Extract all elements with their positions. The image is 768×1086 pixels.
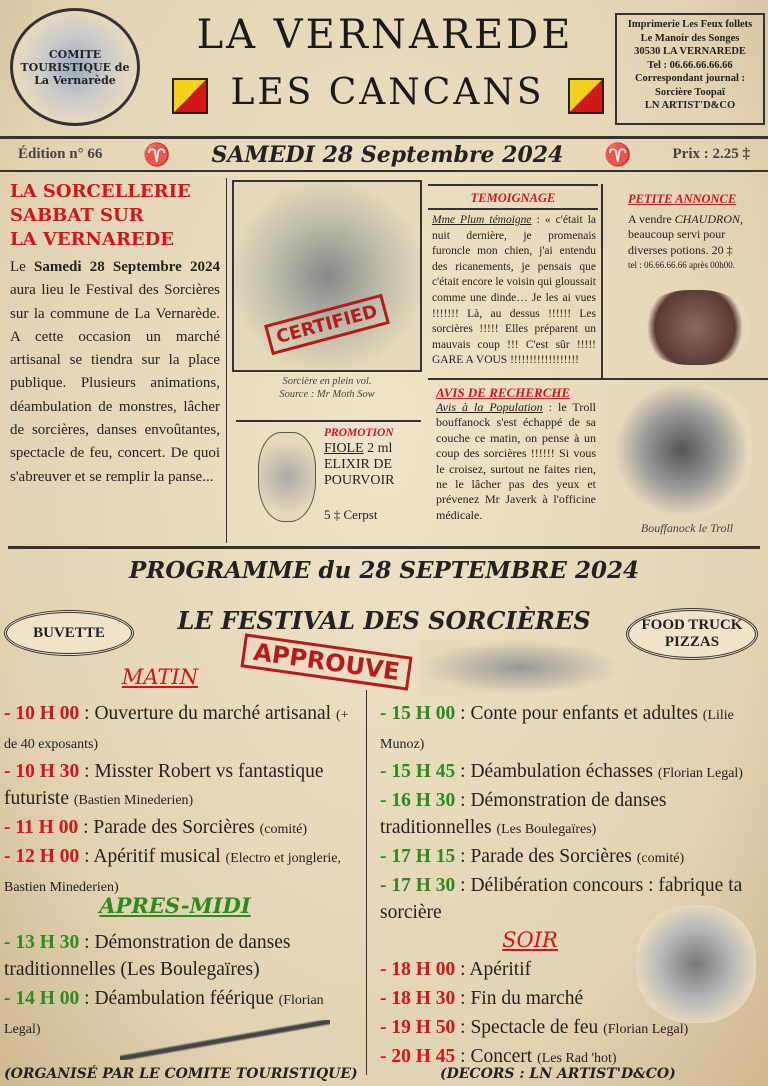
schedule-event: : Concert xyxy=(455,1046,538,1067)
schedule-time: - 16 H 30 xyxy=(380,790,456,811)
broom-image xyxy=(120,1020,330,1060)
festival-title: LE FESTIVAL DES SORCIÈRES xyxy=(177,606,591,635)
ram-icon: ♈ xyxy=(604,141,632,167)
schedule-item xyxy=(4,758,362,814)
schedule-time: - 13 H 30 xyxy=(4,932,80,953)
schedule-time: - 18 H 30 xyxy=(380,988,456,1009)
schedule-note: (Bastien Minederien) xyxy=(73,793,194,808)
schedule-note: (Florian Legal) xyxy=(4,993,324,1037)
schedule-time: - 10 H 30 xyxy=(4,761,80,782)
witch-illustration xyxy=(232,180,422,372)
edition-number: Édition n° 66 xyxy=(18,146,103,162)
schedule-time: - 10 H 00 xyxy=(4,703,80,724)
lead-headline: LA SORCELLERIE SABBAT SUR LA VERNAREDE xyxy=(10,181,191,250)
schedule-apres-right xyxy=(380,700,760,928)
schedule-matin xyxy=(4,700,362,901)
schedule-event: : Spectacle de feu xyxy=(455,1017,604,1038)
foodtruck-badge: FOOD TRUCK PIZZAS xyxy=(626,608,758,660)
schedule-time: - 11 H 00 xyxy=(4,817,79,838)
issue-date: SAMEDI 28 Septembre 2024 xyxy=(211,141,564,168)
schedule-note: (Les Rad 'hot) xyxy=(537,1051,617,1066)
certified-stamp: CERTIFIED xyxy=(264,294,390,355)
schedule-event: : Apéritif musical xyxy=(79,846,226,867)
troll-image xyxy=(612,385,752,515)
photo-caption: Sorcière en plein vol. Source : Mr Moth Sow xyxy=(279,376,375,400)
schedule-item xyxy=(380,843,760,872)
apres-midi-heading: APRES-MIDI xyxy=(99,893,251,918)
schedule-item xyxy=(4,814,362,843)
schedule-time: - 17 H 30 xyxy=(380,875,456,896)
schedule-event: : Parade des Sorcières xyxy=(455,846,637,867)
ram-icon: ♈ xyxy=(143,141,171,167)
buvette-badge: BUVETTE xyxy=(4,610,134,656)
schedule-time: - 17 H 15 xyxy=(380,846,456,867)
schedule-note: (comité) xyxy=(636,851,685,866)
schedule-item xyxy=(4,700,362,758)
schedule-item xyxy=(380,1014,760,1043)
newspaper-title: LA VERNAREDE xyxy=(196,12,574,58)
schedule-item xyxy=(4,929,362,985)
schedule-event: : Déambulation échasses xyxy=(455,761,658,782)
lead-article: LA SORCELLERIE SABBAT SUR LA VERNAREDE Le Samedi 28 Septembre 2024 aura lieu le Festival des Sorcières sur la commune de La Vernarède. A cette occasion un marché artisanal se tiendra sur la place publique. Plusieurs animations, déambulation de monstres, lâcher de sorcières, danses envoûtantes, spectacle de feu, concert. De quoi s'abreuver et se remplir la panse... xyxy=(10,181,220,485)
schedule-note: (Florian Legal) xyxy=(603,1022,689,1037)
approuve-stamp: APPROUVE xyxy=(240,633,412,690)
schedule-time: - 12 H 00 xyxy=(4,846,80,867)
schedule-event: : Délibération concours : fabrique ta sorcière xyxy=(380,875,743,923)
flag-icon xyxy=(172,78,208,114)
schedule-event: : Conte pour enfants et adultes xyxy=(455,703,703,724)
publisher-info: Imprimerie Les Feux follets Le Manoir des Songes 30530 LA VERNAREDE Tel : 06.66.66.66.66 Correspondant journal : Sorcière Toopaï LN ARTIST'D&CO xyxy=(615,13,765,125)
schedule-event: : Fin du marché xyxy=(455,988,584,1009)
schedule-item xyxy=(380,956,760,985)
schedule-item xyxy=(380,787,760,843)
schedule-time: - 20 H 45 xyxy=(380,1046,456,1067)
soir-heading: SOIR xyxy=(502,928,558,952)
recherche-article: Avis à la Population : le Troll bouffanock s'est échappé de sa couche ce matin, on pense à un coup des sorcières !!!!!! Si vous le croisez, surtout ne faites rien, ne le lâcher pas des yeux et prévenez Mr Javerk à l'officine médicale. xyxy=(436,400,596,522)
footer-organiser: (ORGANISÉ PAR LE COMITE TOURISTIQUE) xyxy=(4,1066,358,1082)
matin-heading: MATIN xyxy=(121,665,199,689)
schedule-event: : Apéritif xyxy=(455,959,532,980)
programme-title: PROGRAMME du 28 SEPTEMBRE 2024 xyxy=(129,557,639,584)
schedule-note: (+ de 40 exposants) xyxy=(4,708,349,752)
schedule-event: : Démonstration de danses traditionnelles xyxy=(380,790,667,838)
schedule-note: (Florian Legal) xyxy=(657,766,743,781)
mushrooms-image xyxy=(420,640,620,695)
schedule-time: - 14 H 00 xyxy=(4,988,80,1009)
schedule-soir xyxy=(380,956,760,1072)
schedule-item xyxy=(380,758,760,787)
schedule-time: - 19 H 50 xyxy=(380,1017,456,1038)
schedule-event: : Démonstration de danses traditionnelles (Les Boulegaïres) xyxy=(4,932,291,980)
cauldron-image xyxy=(640,290,750,365)
schedule-item xyxy=(380,985,760,1014)
temoignage-header: TEMOIGNAGE xyxy=(428,186,598,210)
schedule-event: : Parade des Sorcières xyxy=(78,817,260,838)
schedule-note: (Electro et jonglerie, Bastien Minederien) xyxy=(4,851,341,895)
edition-bar xyxy=(0,136,768,172)
schedule-note: (comité) xyxy=(259,822,308,837)
potion-bottle-image xyxy=(258,432,316,522)
recherche-header: AVIS DE RECHERCHE xyxy=(436,385,571,400)
annonce-text: A vendre CHAUDRON, beaucoup servi pour diverses potions. 20 ‡ tel : 06.66.66.66 après 00h00. xyxy=(628,212,743,271)
schedule-note: (Les Boulegaïres) xyxy=(496,822,597,837)
schedule-item xyxy=(380,700,760,758)
temoignage-article: Mme Plum témoigne : « c'était la nuit dernière, je promenais furoncle mon chien, j'ai entendu des ricanements, je pensais que c'était encore le voisin qui gloussait comme une dinde… Je les ai vues !!!!!!! Là, au dessus !!!!!! Les sorcières !!!!! Elles préparent un mauvais coup !!! C'est sûr !!!!! GARE A VOUS !!!!!!!!!!!!!!!!!! xyxy=(432,214,597,367)
schedule-time: - 18 H 00 xyxy=(380,959,456,980)
footer-decors: (DECORS : LN ARTIST'D&CO) xyxy=(440,1066,676,1082)
schedule-event: : Ouverture du marché artisanal xyxy=(79,703,336,724)
schedule-time: - 15 H 00 xyxy=(380,703,456,724)
comite-logo: COMITE TOURISTIQUE de La Vernarède xyxy=(10,8,140,126)
price: Prix : 2.25 ‡ xyxy=(672,146,750,162)
troll-caption: Bouffanock le Troll xyxy=(640,521,734,535)
promotion: PROMOTION FIOLE 2 ml ELIXIR DE POURVOIR 5 ‡ Cerpst xyxy=(324,427,395,522)
annonce-header: PETITE ANNONCE xyxy=(628,192,737,206)
schedule-event: : Déambulation féérique xyxy=(79,988,279,1009)
schedule-event: : Misster Robert vs fantastique futuriste xyxy=(4,761,324,809)
flag-icon xyxy=(568,78,604,114)
newspaper-subtitle: LES CANCANS xyxy=(230,72,545,113)
schedule-time: - 15 H 45 xyxy=(380,761,456,782)
schedule-note: (Lilie Munoz) xyxy=(380,708,734,752)
